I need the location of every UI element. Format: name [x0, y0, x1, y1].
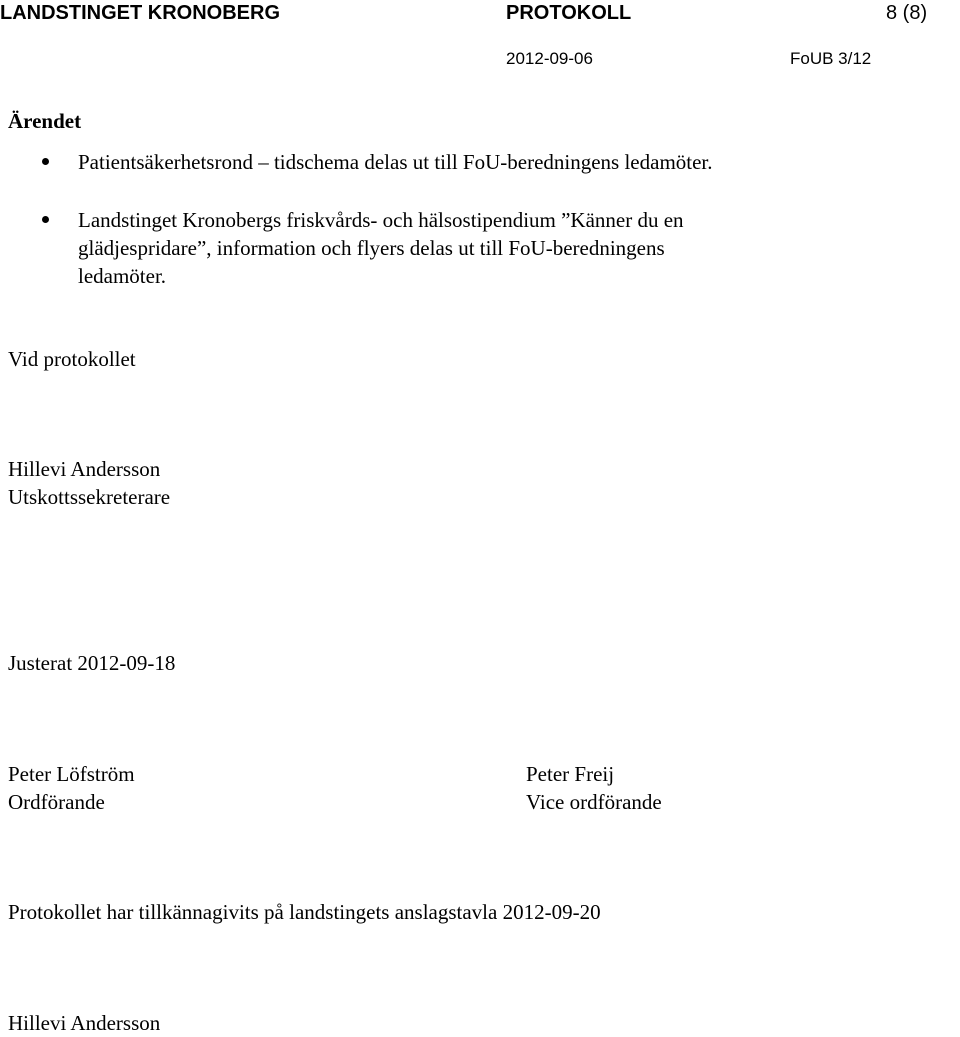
chairman-title: Ordförande: [8, 790, 105, 814]
announcement-text: Protokollet har tillkännagivits på landstingets anslagstavla 2012-09-20: [8, 900, 601, 924]
page-number: 8 (8): [886, 2, 928, 24]
secretary-name: Hillevi Andersson: [8, 457, 161, 481]
bullet-line: Landstinget Kronobergs friskvårds- och hälsostipendium ”Känner du en: [78, 208, 684, 232]
final-signature-name: Hillevi Andersson: [8, 1011, 161, 1035]
bullet-item: [78, 206, 798, 290]
adjusted-date: Justerat 2012-09-18: [8, 651, 176, 675]
recorded-by-label: Vid protokollet: [8, 347, 136, 371]
bullet-line: ledamöter.: [78, 264, 167, 288]
bullet-item: [78, 148, 798, 176]
bullet-line: Patientsäkerhetsrond – tidschema delas ut till FoU-beredningens ledamöter.: [78, 150, 713, 174]
document-type: PROTOKOLL: [506, 2, 632, 24]
bullet-icon: [42, 158, 49, 165]
secretary-title: Utskottssekreterare: [8, 485, 171, 509]
document-reference: FoUB 3/12: [790, 49, 872, 68]
vice-chairman-title: Vice ordförande: [526, 790, 662, 814]
organization-name: LANDSTINGET KRONOBERG: [0, 2, 280, 24]
bullet-icon: [42, 216, 49, 223]
vice-chairman-name: Peter Freij: [526, 762, 615, 786]
chairman-name: Peter Löfström: [8, 762, 135, 786]
section-title: Ärendet: [8, 109, 82, 133]
meeting-date: 2012-09-06: [506, 49, 593, 68]
bullet-line: glädjespridare”, information och flyers delas ut till FoU-beredningens: [78, 236, 665, 260]
